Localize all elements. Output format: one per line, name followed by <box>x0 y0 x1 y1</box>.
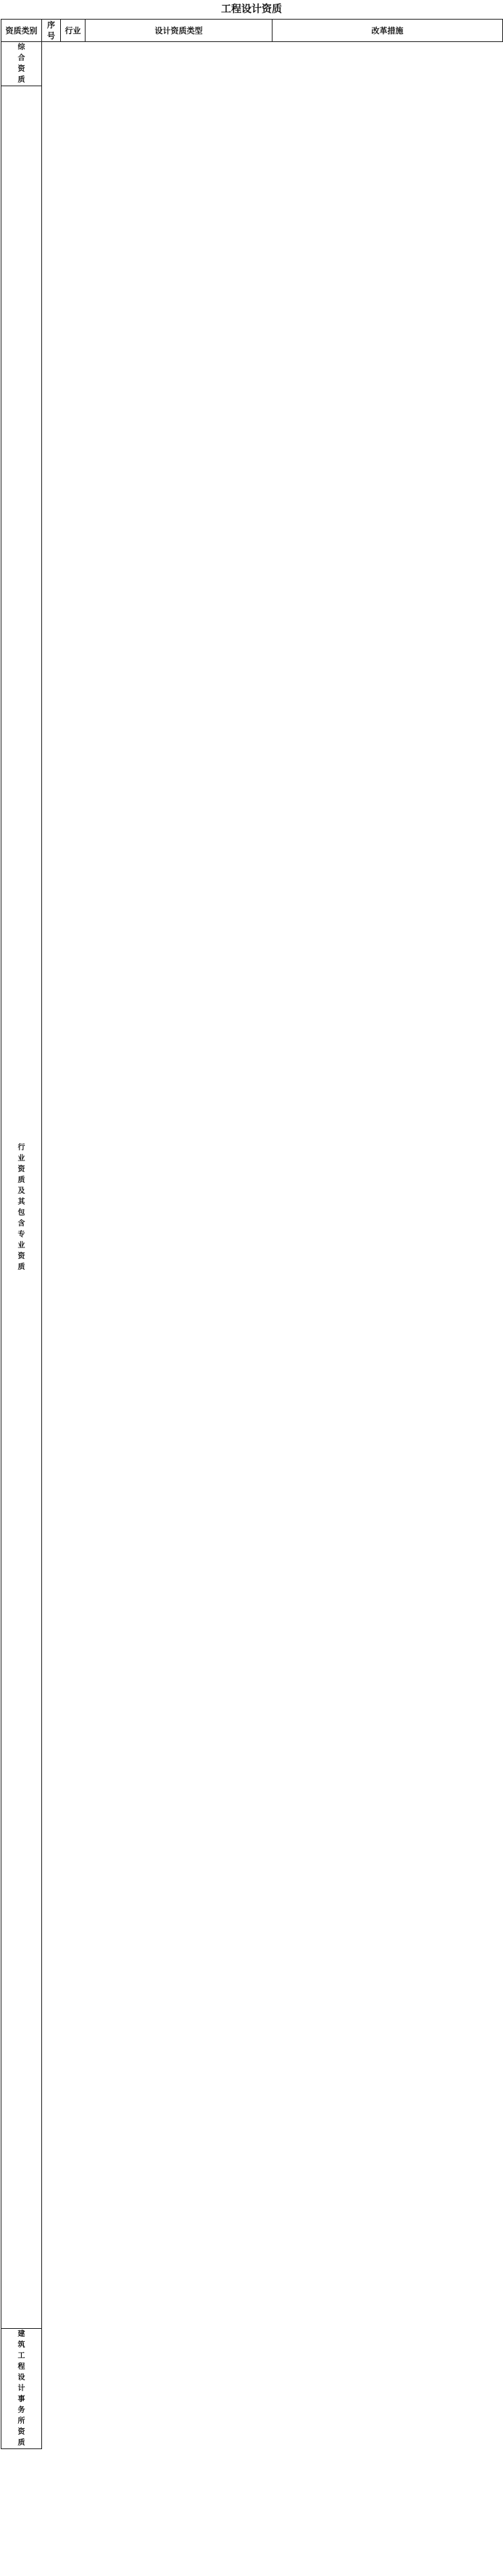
header-number: 序号 <box>42 20 61 42</box>
table-row <box>1 752 503 764</box>
table-row <box>1 271 503 283</box>
table-row <box>1 2119 503 2132</box>
table-row <box>1 2045 503 2058</box>
table-row <box>1 1035 503 1047</box>
table-row <box>1 481 503 493</box>
table-row <box>1 197 503 209</box>
table-row <box>1 1220 503 1232</box>
table-row <box>1 1996 503 2008</box>
table-row <box>1 1318 503 1331</box>
table-row <box>1 1861 503 1873</box>
table-row <box>1 591 503 604</box>
table-row <box>1 2033 503 2045</box>
table-row <box>1 148 503 160</box>
table-row <box>1 2292 503 2304</box>
table-row <box>1 1922 503 1935</box>
table-row <box>1 1380 503 1392</box>
table-row <box>1 1516 503 1528</box>
table-header-row <box>1 20 503 42</box>
table-row <box>1 1454 503 1466</box>
table-row <box>1 2280 503 2292</box>
table-row <box>1 2181 503 2193</box>
table-row <box>1 1959 503 1972</box>
table-row <box>1 1429 503 1442</box>
table-row <box>1 1614 503 1626</box>
table-row <box>1 407 503 419</box>
table-row <box>1 283 503 296</box>
table-row <box>1 1885 503 1898</box>
table-row <box>1 1787 503 1799</box>
table-row <box>1 99 503 111</box>
table-row <box>1 2304 503 2317</box>
table-row <box>1 259 503 271</box>
table-row <box>1 2070 503 2082</box>
table-row <box>1 665 503 678</box>
table-row <box>1 530 503 542</box>
table-row <box>1 1713 503 1725</box>
table-row <box>1 826 503 838</box>
table-row <box>1 185 503 197</box>
table-row <box>1 1368 503 1380</box>
table-row <box>1 173 503 185</box>
table-row <box>1 1171 503 1183</box>
table-row <box>1 431 503 444</box>
table-row <box>1 1355 503 1368</box>
table-row <box>1 678 503 690</box>
table-row <box>1 1281 503 1294</box>
table-row <box>1 554 503 567</box>
table-row <box>1 518 503 530</box>
table-row <box>1 1528 503 1540</box>
table-row <box>1 1405 503 1417</box>
table-row <box>1 1072 503 1084</box>
table-row <box>1 86 503 99</box>
table-row <box>1 1503 503 1516</box>
page-title: 工程设计资质 <box>221 4 282 15</box>
table-row <box>1 1590 503 1602</box>
header-category: 资质类别 <box>1 20 42 42</box>
table-row <box>1 2317 503 2329</box>
table-row <box>1 1824 503 1836</box>
table-row <box>1 1676 503 1688</box>
table-row <box>1 1565 503 1577</box>
table-row <box>1 1010 503 1023</box>
table-row <box>1 1663 503 1676</box>
table-row <box>1 567 503 579</box>
table-row <box>1 1060 503 1072</box>
table-row <box>1 801 503 813</box>
table-row <box>1 973 503 986</box>
table-row <box>1 1245 503 1257</box>
table-row <box>1 2193 503 2206</box>
table-row <box>1 690 503 702</box>
table-row <box>1 653 503 665</box>
table-row <box>1 2329 503 2449</box>
table-row <box>1 1540 503 1553</box>
table-row <box>1 1836 503 1848</box>
table-row <box>1 505 503 518</box>
table-row <box>1 998 503 1010</box>
table-row <box>1 2082 503 2095</box>
table-row <box>1 2243 503 2255</box>
table-row <box>1 875 503 887</box>
table-row <box>1 1208 503 1220</box>
table-row <box>1 579 503 591</box>
table-row <box>1 1109 503 1121</box>
header-type: 设计资质类型 <box>86 20 273 42</box>
table-row <box>1 1047 503 1060</box>
table-row <box>1 1639 503 1651</box>
table-row <box>1 160 503 173</box>
table-row <box>1 2156 503 2169</box>
table-row <box>1 1774 503 1787</box>
table-row <box>1 1651 503 1663</box>
table-row <box>1 2095 503 2107</box>
table-row <box>1 1084 503 1097</box>
table-row <box>1 776 503 789</box>
table-row <box>1 1688 503 1700</box>
table-row <box>1 1097 503 1109</box>
table-row <box>1 604 503 616</box>
table-row <box>1 986 503 998</box>
table-row <box>1 1972 503 1984</box>
table-row <box>1 1121 503 1134</box>
table-row <box>1 616 503 628</box>
table-row <box>1 1725 503 1737</box>
table-row <box>1 1392 503 1405</box>
table-row <box>1 1442 503 1454</box>
category-cell <box>1 42 42 86</box>
table-row <box>1 493 503 505</box>
table-row <box>1 468 503 481</box>
table-body <box>1 42 503 2449</box>
table-row <box>1 2169 503 2181</box>
table-row <box>1 899 503 912</box>
header-measure: 改革措施 <box>273 20 503 42</box>
table-row <box>1 1479 503 1491</box>
table-row <box>1 1947 503 1959</box>
table-row <box>1 838 503 850</box>
table-row <box>1 702 503 715</box>
table-row <box>1 123 503 136</box>
table-row <box>1 1195 503 1208</box>
table-row <box>1 1257 503 1269</box>
table-row <box>1 2144 503 2156</box>
table-row <box>1 1700 503 1713</box>
table-row <box>1 2206 503 2218</box>
table-row <box>1 1232 503 1245</box>
table-row <box>1 296 503 308</box>
table-row <box>1 813 503 826</box>
table-row <box>1 727 503 739</box>
category-label: 综合资质 <box>17 43 25 84</box>
table-row <box>1 136 503 148</box>
table-row <box>1 764 503 776</box>
table-row <box>1 2230 503 2243</box>
table-row <box>1 1331 503 1343</box>
table-row <box>1 863 503 875</box>
table-row <box>1 949 503 961</box>
table-row <box>1 308 503 320</box>
table-row <box>1 1984 503 1996</box>
table-row <box>1 370 503 382</box>
table-row <box>1 382 503 394</box>
table-row <box>1 1762 503 1774</box>
table-row <box>1 419 503 431</box>
category-label: 行业资质及其包含专业资质 <box>17 1143 25 1271</box>
table-row <box>1 1811 503 1824</box>
table-row <box>1 1466 503 1479</box>
table-row <box>1 924 503 936</box>
table-row <box>1 1750 503 1762</box>
table-row <box>1 715 503 727</box>
table-row <box>1 1158 503 1171</box>
table-row <box>1 357 503 370</box>
table-row <box>1 1306 503 1318</box>
table-row <box>1 912 503 924</box>
table-row <box>1 1898 503 1910</box>
table-row <box>1 234 503 246</box>
table-row <box>1 1737 503 1750</box>
table-row <box>1 444 503 456</box>
table-row <box>1 2021 503 2033</box>
table-row <box>1 2132 503 2144</box>
table-row <box>1 1935 503 1947</box>
table-row <box>1 1343 503 1355</box>
table-row <box>1 1491 503 1503</box>
table-row <box>1 2008 503 2021</box>
table-row <box>1 1626 503 1639</box>
table-row <box>1 1023 503 1035</box>
table-row <box>1 246 503 259</box>
table-row <box>1 1553 503 1565</box>
table-row <box>1 628 503 641</box>
table-row <box>1 42 503 86</box>
table-row <box>1 222 503 234</box>
table-row <box>1 1848 503 1861</box>
table-row <box>1 961 503 973</box>
table-row <box>1 1183 503 1195</box>
table-row <box>1 1577 503 1590</box>
table-row <box>1 1910 503 1922</box>
category-cell <box>1 2329 42 2449</box>
table-row <box>1 2218 503 2230</box>
table-row <box>1 1799 503 1811</box>
table-row <box>1 1602 503 1614</box>
table-row <box>1 2255 503 2267</box>
table-row <box>1 542 503 554</box>
table-row <box>1 789 503 801</box>
table-row <box>1 2267 503 2280</box>
table-row <box>1 641 503 653</box>
table-row <box>1 394 503 407</box>
table-row <box>1 2107 503 2119</box>
table-row <box>1 345 503 357</box>
table-row <box>1 1873 503 1885</box>
category-label: 建筑工程设计事务所资质 <box>17 2330 25 2447</box>
table-row <box>1 2058 503 2070</box>
table-row <box>1 209 503 222</box>
table-row <box>1 456 503 468</box>
table-row <box>1 936 503 949</box>
table-row <box>1 1417 503 1429</box>
table-row <box>1 739 503 752</box>
header-industry: 行业 <box>61 20 86 42</box>
table-row <box>1 320 503 333</box>
qualification-table <box>1 19 503 2449</box>
table-row <box>1 1269 503 1281</box>
table-row <box>1 333 503 345</box>
category-cell <box>1 86 42 2329</box>
table-row <box>1 887 503 899</box>
table-row <box>1 111 503 123</box>
table-row <box>1 1146 503 1158</box>
table-row <box>1 850 503 863</box>
table-row <box>1 1294 503 1306</box>
table-row <box>1 1134 503 1146</box>
